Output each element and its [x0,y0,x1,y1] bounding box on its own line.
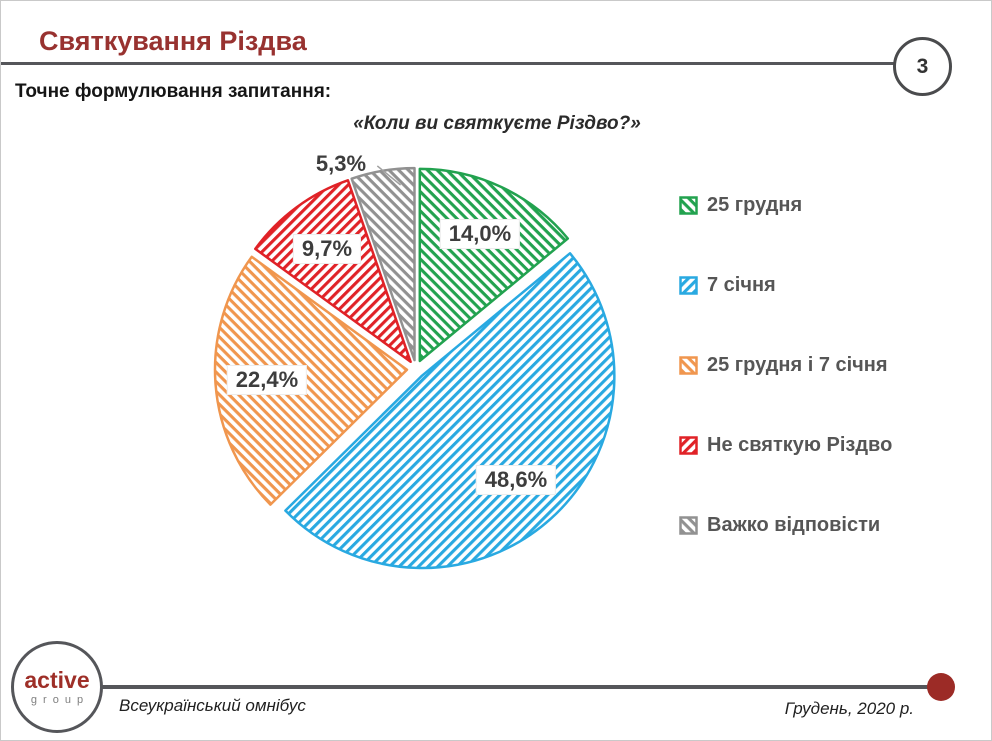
legend-label: 25 грудня [707,193,803,216]
footer-dot [927,673,955,701]
legend-item-0 [679,193,892,217]
pie-label-4: 5,3% [315,151,367,176]
legend-swatch-icon [679,436,698,455]
pie-label-3: 9,7% [293,234,361,264]
chart-title: «Коли ви святкуєте Різдво?» [353,113,641,134]
active-group-logo [11,641,103,733]
pie-label-2: 22,4% [227,365,307,395]
legend-item-1 [679,273,892,297]
page-number: 3 [916,54,929,78]
footer-divider [101,685,931,689]
logo-text: active [24,666,90,693]
survey-date: Грудень, 2020 р. [784,699,914,718]
legend-label: Важко відповісти [707,513,881,536]
question-label: Точне формулювання запитання: [15,81,332,102]
legend-label: 7 січня [707,273,776,296]
legend-item-2 [679,353,892,377]
page-title: Святкування Різдва [39,26,307,56]
legend-item-3 [679,433,892,457]
legend-swatch-icon [679,356,698,375]
chart-legend [679,193,892,593]
pie-label-1: 48,6% [476,465,556,495]
legend-label: Не святкую Різдво [707,433,893,456]
legend-swatch-icon [679,516,698,535]
survey-name: Всеукраїнський омнібус [119,696,306,715]
legend-item-4 [679,513,892,537]
pie-label-0: 14,0% [440,219,520,249]
logo-subtext: group [30,693,90,706]
legend-label: 25 грудня і 7 січня [707,353,888,376]
legend-swatch-icon [679,276,698,295]
legend-swatch-icon [679,196,698,215]
